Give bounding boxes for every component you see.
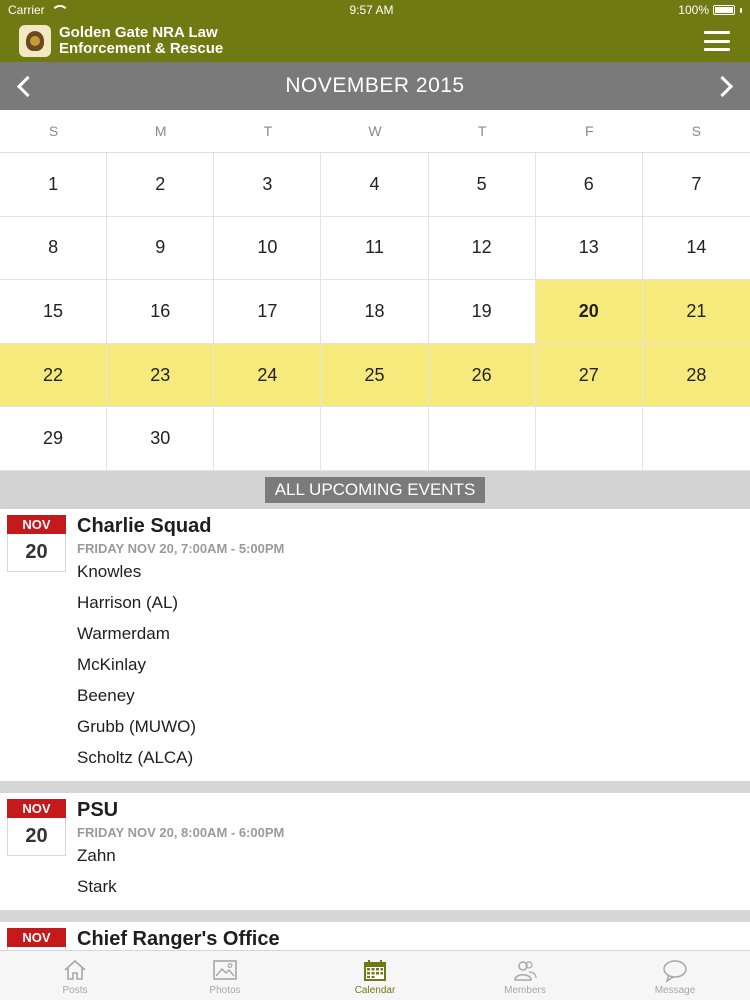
tab-label: Posts — [62, 985, 88, 996]
weekday-label: T — [263, 123, 273, 139]
calendar-day[interactable]: 19 — [429, 280, 536, 344]
event-day: 20 — [7, 818, 66, 856]
calendar-day[interactable]: 10 — [214, 217, 321, 281]
events-list — [0, 509, 750, 950]
previous-month-icon[interactable] — [14, 72, 34, 100]
calendar-icon — [362, 958, 388, 982]
event-month: NOV — [7, 799, 66, 818]
calendar-day[interactable]: 17 — [214, 280, 321, 344]
next-month-icon[interactable] — [716, 72, 736, 100]
app-logo — [19, 25, 51, 57]
calendar-day[interactable]: 15 — [0, 280, 107, 344]
event-person: Zahn — [77, 846, 116, 865]
hamburger-menu-icon[interactable] — [704, 31, 730, 51]
calendar-day[interactable]: 18 — [321, 280, 428, 344]
weekday-label: W — [368, 123, 382, 139]
event-body — [77, 515, 750, 773]
photos-icon — [212, 958, 238, 982]
tab-label: Message — [654, 985, 696, 996]
event-person: Harrison (AL) — [77, 593, 179, 612]
calendar-day[interactable]: 28 — [643, 344, 750, 408]
event-date-badge — [7, 515, 66, 572]
calendar-day[interactable]: 12 — [429, 217, 536, 281]
tab-bar — [0, 950, 750, 1000]
battery-indicator — [678, 3, 742, 17]
calendar-empty-cell — [536, 407, 643, 471]
app-title-line1: Golden Gate NRA Law — [59, 24, 218, 41]
carrier-label: Carrier — [8, 3, 45, 17]
calendar-day[interactable]: 14 — [643, 217, 750, 281]
app-title-line2: Enforcement & Rescue — [59, 40, 224, 57]
calendar-day[interactable]: 3 — [214, 153, 321, 217]
message-icon — [662, 958, 688, 982]
event-title: Chief Ranger's Office — [77, 928, 280, 950]
wifi-icon — [51, 5, 65, 15]
members-icon — [512, 958, 538, 982]
weekday-header — [0, 110, 750, 153]
calendar-empty-cell — [321, 407, 428, 471]
event-person: Warmerdam — [77, 624, 170, 643]
calendar-day[interactable]: 5 — [429, 153, 536, 217]
event-title: PSU — [77, 799, 119, 821]
calendar-day[interactable]: 9 — [107, 217, 214, 281]
month-bar — [0, 62, 750, 110]
tab-message[interactable] — [600, 951, 750, 1000]
tab-posts[interactable] — [0, 951, 150, 1000]
calendar-day[interactable]: 22 — [0, 344, 107, 408]
event-item[interactable] — [0, 781, 750, 910]
calendar-day[interactable]: 20 — [536, 280, 643, 344]
event-person: McKinlay — [77, 655, 146, 674]
event-person: Grubb (MUWO) — [77, 717, 196, 736]
calendar-day[interactable]: 6 — [536, 153, 643, 217]
app-title — [59, 25, 223, 57]
event-body — [77, 928, 750, 951]
event-person: Scholtz (ALCA) — [77, 748, 194, 767]
event-month: NOV — [7, 928, 66, 947]
calendar-grid — [0, 153, 750, 471]
calendar-day[interactable]: 4 — [321, 153, 428, 217]
event-person: Stark — [77, 877, 117, 896]
tab-calendar[interactable] — [300, 951, 450, 1000]
home-icon — [62, 958, 88, 982]
calendar-day[interactable]: 7 — [643, 153, 750, 217]
event-body — [77, 799, 750, 902]
calendar-day[interactable]: 13 — [536, 217, 643, 281]
event-time: FRIDAY NOV 20, 8:00AM - 6:00PM — [77, 825, 285, 840]
event-time: FRIDAY NOV 20, 7:00AM - 5:00PM — [77, 541, 285, 556]
event-person: Knowles — [77, 562, 142, 581]
calendar-day[interactable]: 26 — [429, 344, 536, 408]
upcoming-events-bar — [0, 471, 750, 509]
calendar-day[interactable]: 8 — [0, 217, 107, 281]
weekday-label: T — [477, 123, 487, 139]
calendar-day[interactable]: 16 — [107, 280, 214, 344]
calendar-day[interactable]: 25 — [321, 344, 428, 408]
tab-label: Photos — [209, 985, 241, 996]
battery-icon — [713, 5, 735, 15]
event-day: 20 — [7, 534, 66, 572]
clock: 9:57 AM — [349, 3, 394, 17]
tab-photos[interactable] — [150, 951, 300, 1000]
weekday-label: M — [154, 123, 167, 139]
calendar-day[interactable]: 23 — [107, 344, 214, 408]
tab-label: Calendar — [354, 985, 396, 996]
calendar-empty-cell — [214, 407, 321, 471]
calendar-day[interactable]: 27 — [536, 344, 643, 408]
calendar-day[interactable]: 2 — [107, 153, 214, 217]
calendar-day[interactable]: 24 — [214, 344, 321, 408]
event-month: NOV — [7, 515, 66, 534]
app-header — [0, 20, 750, 62]
calendar-day[interactable]: 21 — [643, 280, 750, 344]
calendar-day[interactable]: 30 — [107, 407, 214, 471]
calendar-day[interactable]: 11 — [321, 217, 428, 281]
event-date-badge — [7, 799, 66, 856]
calendar-day[interactable]: 1 — [0, 153, 107, 217]
top-bar — [0, 0, 750, 62]
month-title: NOVEMBER 2015 — [285, 74, 465, 97]
event-person: Beeney — [77, 686, 135, 705]
upcoming-events-label[interactable]: ALL UPCOMING EVENTS — [265, 477, 486, 503]
calendar-day[interactable]: 29 — [0, 407, 107, 471]
tab-members[interactable] — [450, 951, 600, 1000]
tab-label: Members — [504, 985, 546, 996]
weekday-label: S — [48, 123, 59, 139]
calendar-empty-cell — [643, 407, 750, 471]
status-bar — [0, 0, 750, 20]
weekday-label: F — [584, 123, 594, 139]
weekday-label: S — [691, 123, 702, 139]
battery-percent: 100% — [678, 3, 709, 17]
event-title: Charlie Squad — [77, 515, 212, 537]
calendar-empty-cell — [429, 407, 536, 471]
event-item[interactable] — [0, 509, 750, 781]
